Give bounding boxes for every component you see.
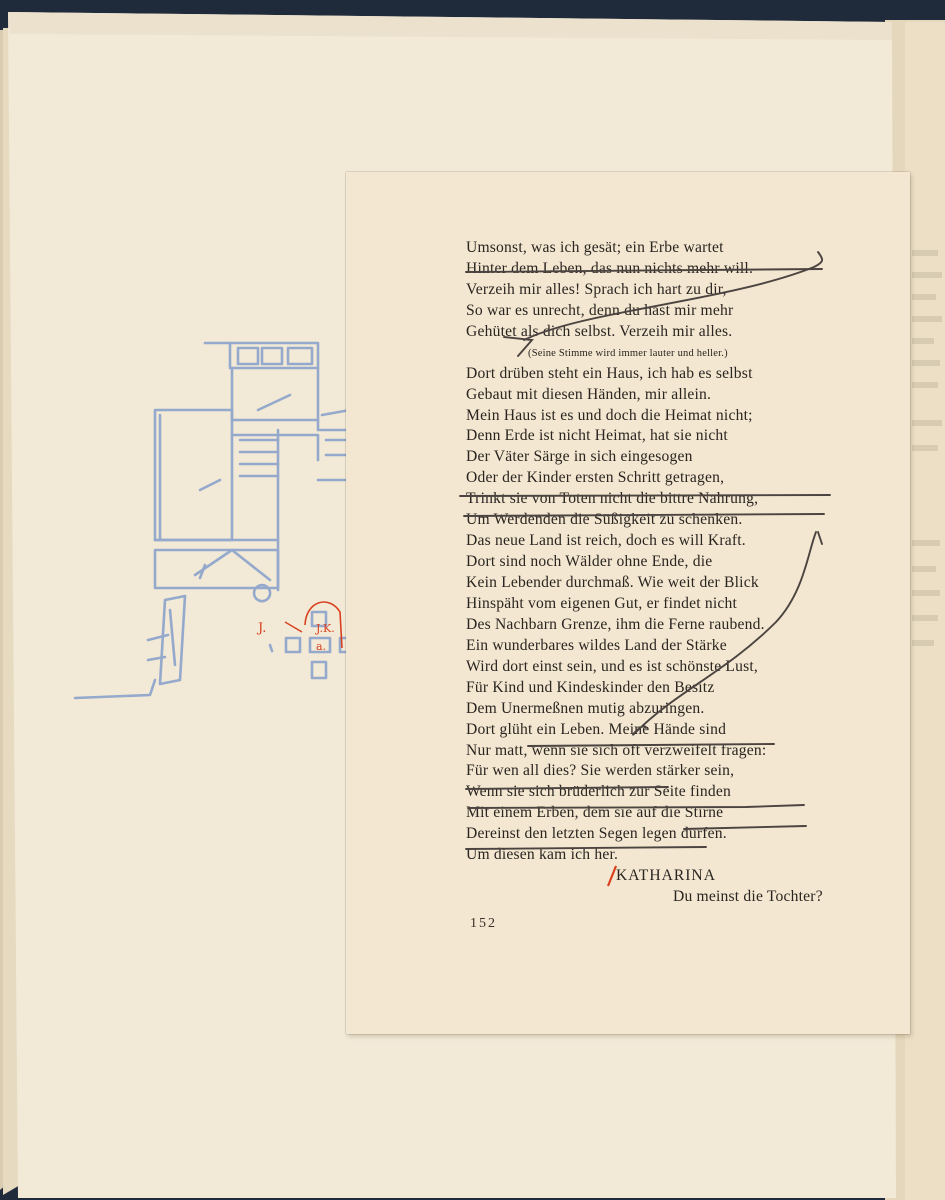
speaker-name: KATHARINA (616, 867, 716, 885)
verse-line: So war es unrecht, denn du hast mir mehr (466, 301, 734, 319)
verse-line: Kein Lebender durchmaß. Wie weit der Blick (466, 574, 759, 591)
verse-line: Um Werdenden die Süßigkeit zu schenken. (466, 511, 743, 529)
verse-line: Dereinst den letzten Segen legen dürfen. (466, 825, 727, 843)
verse-line: Das neue Land ist reich, doch es will Kraft. (466, 532, 746, 550)
verse-line: Wird dort einst sein, und es ist schönste Lust, (466, 657, 759, 675)
sketch-label-a: a. (316, 640, 327, 653)
verse-line: Denn Erde ist nicht Heimat, hat sie nicht (466, 427, 728, 445)
pasted-printed-page (346, 172, 910, 1034)
verse-line: Verzeih mir alles! Sprach ich hart zu dir, (466, 280, 727, 298)
verse-block (466, 238, 866, 908)
sketch-label-j: J. (258, 621, 267, 636)
verse-line: Nur matt, wenn sie sich oft verzweifelt fragen: (466, 741, 767, 759)
verse-line: Mit einem Erben, dem sie auf die Stirne (466, 804, 724, 822)
verse-line: Gebaut mit diesen Händen, mir allein. (466, 385, 712, 403)
verse-line: Dort glüht ein Leben. Meine Hände sind (466, 720, 727, 738)
verse-line: Mein Haus ist es und doch die Heimat nicht; (466, 406, 753, 424)
sketch-label-jk: J.K. (316, 622, 335, 635)
verse-line: Der Väter Särge in sich eingesogen (466, 448, 693, 466)
verse-line: Für wen all dies? Sie werden stärker sein, (466, 762, 735, 780)
verse-line: Trinkt sie von Toten nicht die bittre Nahrung, (466, 490, 759, 508)
verse-line: Dem Unermeßnen mutig abzuringen. (466, 699, 705, 717)
verse-line: Ein wunderbares wildes Land der Stärke (466, 636, 727, 654)
verse-line: Des Nachbarn Grenze, ihm die Ferne raubend. (466, 615, 765, 633)
verse-line: Hinter dem Leben, das nun nichts mehr will. (466, 259, 754, 277)
verse-line: Um diesen kam ich her. (466, 846, 619, 864)
verse-line: Wenn sie sich brüderlich zur Seite finden (466, 783, 732, 801)
verse-line: Hinspäht vom eigenen Gut, er findet nicht (466, 594, 738, 612)
verse-line: Dort sind noch Wälder ohne Ende, die (466, 553, 713, 571)
verse-line: Oder der Kinder ersten Schritt getragen, (466, 469, 725, 487)
reply-line: Du meinst die Tochter? (673, 888, 823, 906)
page-number: 152 (470, 916, 497, 931)
verse-line: Für Kind und Kindeskinder den Besitz (466, 678, 715, 696)
verse-line: Gehütet als dich selbst. Verzeih mir alles. (466, 322, 733, 340)
stage-direction: (Seine Stimme wird immer lauter und heller.) (528, 347, 728, 359)
verse-line: Umsonst, was ich gesät; ein Erbe wartet (466, 239, 724, 256)
verse-line: Dort drüben steht ein Haus, ich hab es selbst (466, 364, 753, 382)
